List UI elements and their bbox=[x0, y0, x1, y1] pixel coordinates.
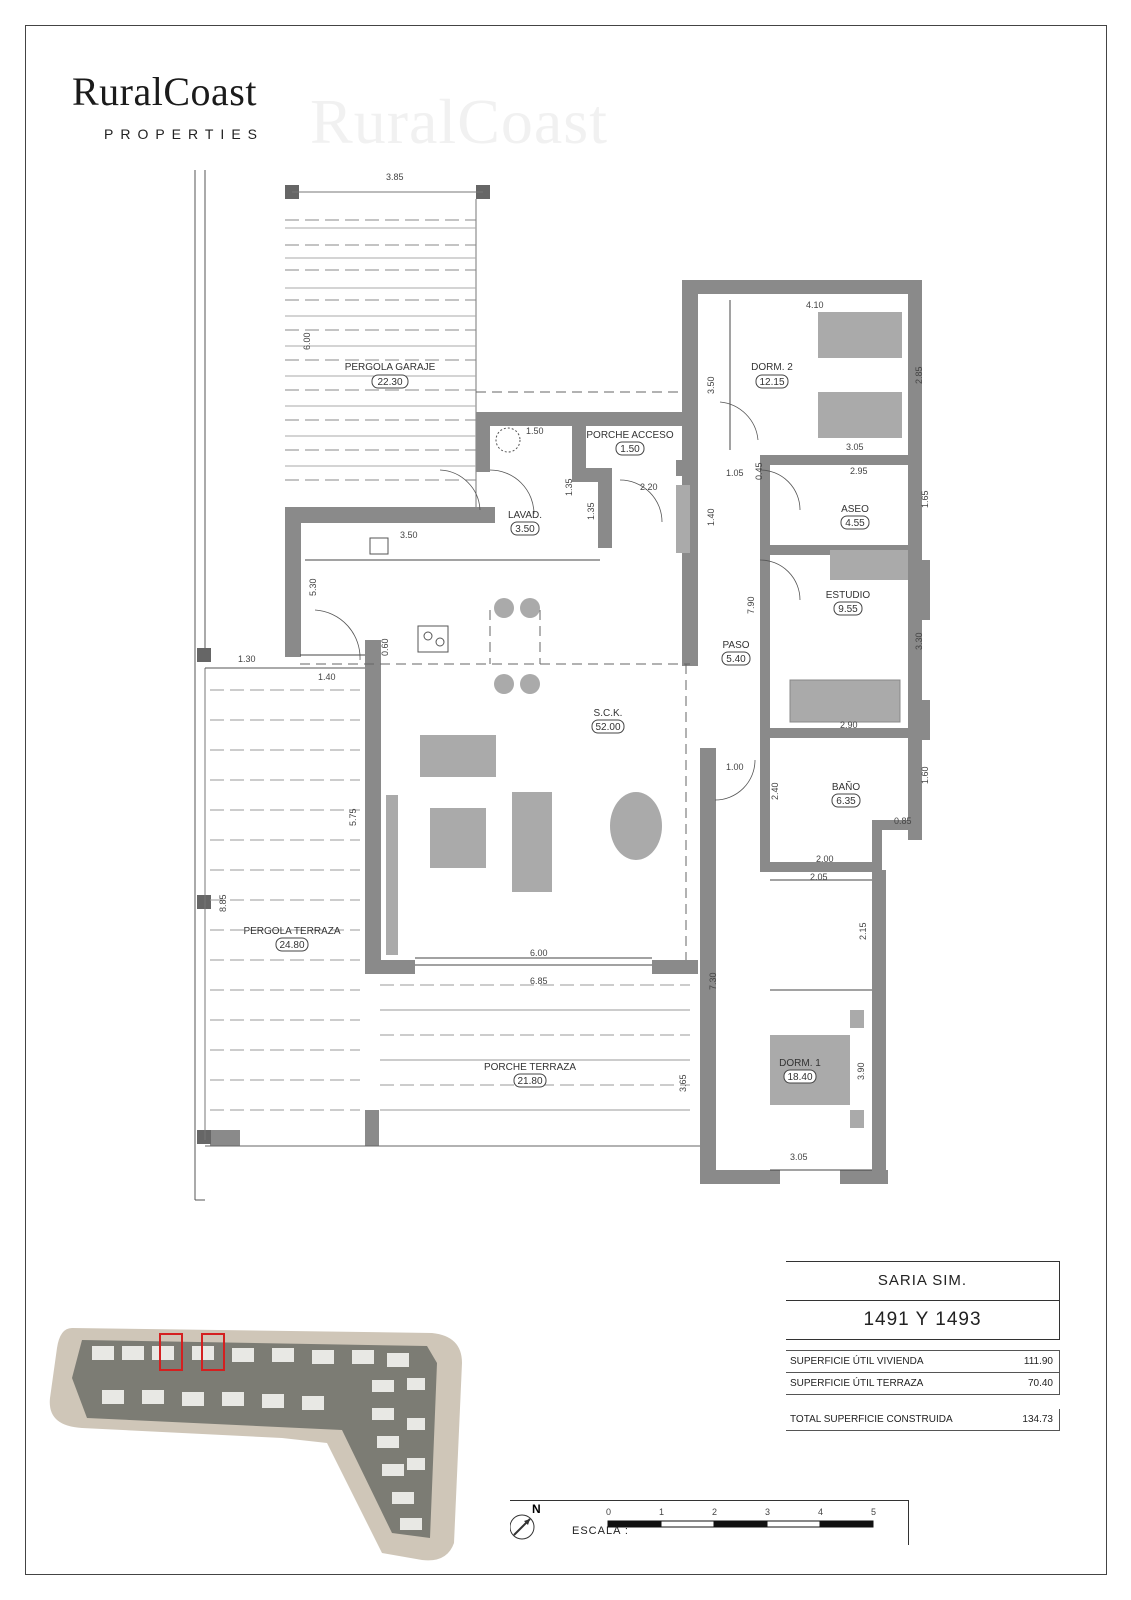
svg-text:PERGOLA GARAJE: PERGOLA GARAJE bbox=[344, 362, 436, 373]
dimension: 2.85 bbox=[914, 366, 924, 384]
dimension: 1.60 bbox=[920, 766, 930, 784]
dimension: 1.35 bbox=[586, 502, 596, 520]
area-total-row bbox=[786, 1409, 1060, 1431]
dimension: 2.40 bbox=[770, 782, 780, 800]
north-arrow-icon bbox=[510, 1502, 541, 1539]
svg-text:0: 0 bbox=[606, 1507, 612, 1517]
dimension: 5.75 bbox=[348, 808, 358, 826]
model-name: SARIA SIM. bbox=[786, 1261, 1060, 1300]
area-row bbox=[786, 1373, 1060, 1395]
dimension: 2.90 bbox=[840, 720, 858, 730]
dimension: 2.05 bbox=[810, 872, 828, 882]
area-value: 111.90 bbox=[1023, 1356, 1053, 1367]
svg-text:52.00: 52.00 bbox=[595, 722, 621, 733]
room-label bbox=[345, 362, 436, 388]
dimension: 4.10 bbox=[806, 300, 824, 310]
total-value: 134.73 bbox=[1022, 1414, 1053, 1425]
svg-text:PASO: PASO bbox=[722, 640, 750, 651]
svg-text:4: 4 bbox=[818, 1507, 824, 1517]
dimension: 1.65 bbox=[920, 490, 930, 508]
area-label: SUPERFICIE ÚTIL TERRAZA bbox=[790, 1378, 924, 1389]
svg-text:6.35: 6.35 bbox=[836, 796, 856, 807]
room-label bbox=[484, 1062, 576, 1087]
porche-terraza-area bbox=[205, 985, 700, 1146]
room-label bbox=[243, 926, 340, 951]
svg-text:3: 3 bbox=[765, 1507, 771, 1517]
svg-text:22.30: 22.30 bbox=[377, 377, 403, 388]
svg-text:1.50: 1.50 bbox=[620, 444, 640, 455]
dimension: 3.50 bbox=[706, 376, 716, 394]
room-label bbox=[751, 362, 793, 388]
svg-text:PERGOLA TERRAZA: PERGOLA TERRAZA bbox=[243, 926, 341, 937]
svg-text:DORM. 1: DORM. 1 bbox=[779, 1058, 821, 1069]
total-label: TOTAL SUPERFICIE CONSTRUIDA bbox=[790, 1414, 953, 1425]
dimension: 3.85 bbox=[386, 172, 404, 182]
svg-text:3.50: 3.50 bbox=[515, 524, 535, 535]
dimension: 0.60 bbox=[380, 638, 390, 656]
dimension: 8.85 bbox=[218, 894, 228, 912]
dimension: 6.00 bbox=[302, 332, 312, 350]
model-info bbox=[786, 1261, 1060, 1340]
dimension: 5.30 bbox=[308, 578, 318, 596]
room-label bbox=[722, 640, 750, 665]
dimension: 1.40 bbox=[706, 508, 716, 526]
svg-text:9.55: 9.55 bbox=[838, 604, 858, 615]
dimension: 1.05 bbox=[726, 468, 744, 478]
dimension: 3.90 bbox=[856, 1062, 866, 1080]
dimension: 3.05 bbox=[846, 442, 864, 452]
svg-text:21.80: 21.80 bbox=[517, 1076, 543, 1087]
scale-bar bbox=[510, 1500, 909, 1545]
dimension: 6.00 bbox=[530, 948, 548, 958]
room-label bbox=[508, 510, 542, 535]
svg-text:2: 2 bbox=[712, 1507, 718, 1517]
dimension: 1.50 bbox=[526, 426, 544, 436]
dimension: 2.15 bbox=[858, 922, 868, 940]
room-label bbox=[841, 504, 869, 529]
room-label bbox=[586, 430, 673, 455]
dimension: 7.30 bbox=[708, 972, 718, 990]
svg-text:24.80: 24.80 bbox=[279, 940, 305, 951]
room-label bbox=[826, 590, 871, 615]
dimension: 3.50 bbox=[400, 530, 418, 540]
area-table bbox=[786, 1350, 1060, 1431]
room-label bbox=[832, 780, 861, 807]
dimension: 2.20 bbox=[640, 482, 658, 492]
dimension: 0.45 bbox=[754, 462, 764, 480]
svg-text:LAVAD.: LAVAD. bbox=[507, 510, 543, 521]
room-labels bbox=[243, 362, 870, 1087]
svg-text:DORM. 2: DORM. 2 bbox=[751, 362, 793, 373]
svg-text:PORCHE ACCESO: PORCHE ACCESO bbox=[586, 430, 674, 441]
dimension: 2.95 bbox=[850, 466, 868, 476]
room-label bbox=[592, 708, 624, 733]
brand-name: RuralCoast bbox=[72, 69, 257, 114]
scale-label: ESCALA : bbox=[572, 1525, 629, 1537]
dimension: 6.85 bbox=[530, 976, 548, 986]
svg-text:S.C.K.: S.C.K. bbox=[593, 708, 623, 719]
dimension: 3.65 bbox=[678, 1074, 688, 1092]
area-row bbox=[786, 1350, 1060, 1373]
svg-text:18.40: 18.40 bbox=[787, 1072, 813, 1083]
dimension: 0.85 bbox=[894, 816, 912, 826]
svg-text:BAÑO: BAÑO bbox=[831, 782, 861, 793]
svg-text:1: 1 bbox=[659, 1507, 665, 1517]
brand-subtitle: PROPERTIES bbox=[104, 126, 264, 142]
svg-text:PORCHE TERRAZA: PORCHE TERRAZA bbox=[483, 1062, 577, 1073]
svg-text:ASEO: ASEO bbox=[841, 504, 869, 515]
svg-text:5: 5 bbox=[871, 1507, 877, 1517]
dimension: 1.35 bbox=[564, 478, 574, 496]
watermark-logo: RuralCoast bbox=[310, 86, 608, 157]
area-label: SUPERFICIE ÚTIL VIVIENDA bbox=[790, 1356, 924, 1367]
svg-text:ESTUDIO: ESTUDIO bbox=[825, 590, 871, 601]
area-value: 70.40 bbox=[1027, 1378, 1053, 1389]
dimension: 1.40 bbox=[318, 672, 336, 682]
svg-text:12.15: 12.15 bbox=[759, 377, 785, 388]
svg-text:N: N bbox=[532, 1502, 541, 1516]
model-reference: 1491 Y 1493 bbox=[786, 1300, 1060, 1340]
dimension: 3.05 bbox=[790, 1152, 808, 1162]
svg-text:4.55: 4.55 bbox=[845, 518, 865, 529]
dimension: 7.90 bbox=[746, 596, 756, 614]
dimension: 1.30 bbox=[238, 654, 256, 664]
dimension: 2.00 bbox=[816, 854, 834, 864]
dimension: 1.00 bbox=[726, 762, 744, 772]
site-plan-image bbox=[42, 1318, 472, 1568]
scale-ticks bbox=[606, 1507, 876, 1517]
svg-text:5.40: 5.40 bbox=[726, 654, 746, 665]
dimension: 3.30 bbox=[914, 632, 924, 650]
